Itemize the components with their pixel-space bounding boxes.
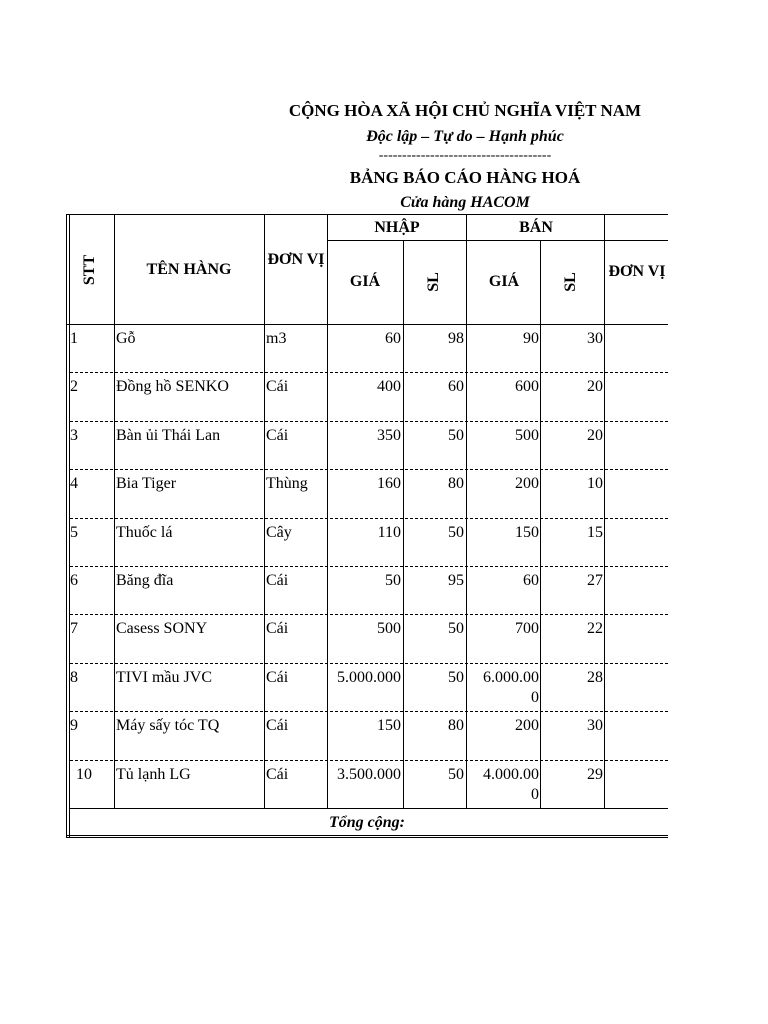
table-border-bottom-inner bbox=[66, 835, 668, 836]
store-name: Cửa hàng HACOM bbox=[400, 194, 530, 211]
cell-stt: 8 bbox=[70, 669, 78, 686]
cell-gia-ban-line2: 0 bbox=[531, 786, 539, 803]
cell-stt: 10 bbox=[76, 766, 92, 783]
column-line bbox=[114, 214, 115, 808]
cell-sl-nhap: 50 bbox=[448, 669, 464, 686]
cell-gia-ban-line1: 4.000.00 bbox=[483, 766, 539, 783]
cell-don-vi: Cái bbox=[266, 766, 289, 783]
row-separator bbox=[70, 614, 668, 615]
cell-gia-nhap: 3.500.000 bbox=[337, 766, 401, 783]
cell-sl-nhap: 80 bbox=[448, 717, 464, 734]
cell-gia-nhap: 400 bbox=[377, 378, 401, 395]
cell-don-vi: Cái bbox=[266, 378, 289, 395]
row-separator bbox=[70, 469, 668, 470]
row-separator bbox=[70, 372, 668, 373]
cell-stt: 5 bbox=[70, 524, 78, 541]
cell-gia-nhap: 500 bbox=[377, 620, 401, 637]
header-gia-nhap: GIÁ bbox=[349, 273, 381, 290]
header-don-vi: ĐƠN VỊ bbox=[267, 251, 325, 268]
header-gia-ban: GIÁ bbox=[488, 273, 520, 290]
header-stt: STT bbox=[81, 254, 98, 286]
cell-sl-nhap: 50 bbox=[448, 620, 464, 637]
cell-stt: 2 bbox=[70, 378, 78, 395]
header-sl-ban: SL bbox=[562, 272, 579, 292]
cell-sl-ban: 27 bbox=[587, 572, 603, 589]
cell-don-vi: Cái bbox=[266, 717, 289, 734]
cell-sl-nhap: 50 bbox=[448, 524, 464, 541]
cell-sl-ban: 22 bbox=[587, 620, 603, 637]
cell-ten-hang: Casess SONY bbox=[116, 620, 208, 637]
cell-don-vi: Cái bbox=[266, 620, 289, 637]
cell-don-vi: Cái bbox=[266, 669, 289, 686]
cell-sl-ban: 10 bbox=[587, 475, 603, 492]
table-border-bottom bbox=[66, 837, 668, 838]
cell-gia-nhap: 50 bbox=[385, 572, 401, 589]
cell-gia-nhap: 160 bbox=[377, 475, 401, 492]
total-row-line bbox=[70, 808, 668, 809]
cell-gia-nhap: 5.000.000 bbox=[337, 669, 401, 686]
header-nhap: NHẬP bbox=[374, 219, 420, 236]
header-ban: BÁN bbox=[519, 219, 553, 236]
cell-ten-hang: Gỗ bbox=[116, 330, 136, 347]
cell-gia-ban-line2: 0 bbox=[531, 689, 539, 706]
cell-ten-hang: Bàn ủi Thái Lan bbox=[116, 427, 221, 444]
row-separator bbox=[70, 421, 668, 422]
cell-sl-nhap: 50 bbox=[448, 766, 464, 783]
motto: Độc lập – Tự do – Hạnh phúc bbox=[366, 128, 564, 145]
cell-sl-nhap: 80 bbox=[448, 475, 464, 492]
cell-gia-ban: 150 bbox=[515, 524, 539, 541]
cell-sl-ban: 29 bbox=[587, 766, 603, 783]
cell-don-vi: Cái bbox=[266, 572, 289, 589]
country-title: CỘNG HÒA XÃ HỘI CHỦ NGHĨA VIỆT NAM bbox=[288, 101, 642, 120]
cell-gia-ban: 200 bbox=[515, 717, 539, 734]
cell-don-vi: Thùng bbox=[266, 475, 308, 492]
cell-gia-ban: 90 bbox=[523, 330, 539, 347]
cell-sl-ban: 30 bbox=[587, 330, 603, 347]
cell-ten-hang: Băng đĩa bbox=[116, 572, 174, 589]
cell-stt: 4 bbox=[70, 475, 78, 492]
row-separator bbox=[70, 663, 668, 664]
cell-sl-ban: 20 bbox=[587, 378, 603, 395]
header-ten-hang: TÊN HÀNG bbox=[146, 261, 232, 278]
report-title: BẢNG BÁO CÁO HÀNG HOÁ bbox=[349, 168, 581, 187]
cell-gia-nhap: 150 bbox=[377, 717, 401, 734]
cell-stt: 3 bbox=[70, 427, 78, 444]
cell-gia-nhap: 110 bbox=[377, 524, 401, 541]
cell-ten-hang: Thuốc lá bbox=[116, 524, 173, 541]
cell-gia-ban: 200 bbox=[515, 475, 539, 492]
column-line bbox=[264, 214, 265, 808]
header-don-vi-2: ĐƠN VỊ bbox=[608, 263, 666, 280]
cell-stt: 6 bbox=[70, 572, 78, 589]
cell-stt: 7 bbox=[70, 620, 78, 637]
cell-sl-nhap: 98 bbox=[448, 330, 464, 347]
row-separator bbox=[70, 566, 668, 567]
divider-line: ------------------------------------- bbox=[378, 148, 552, 163]
goods-report-table bbox=[66, 214, 668, 838]
cell-ten-hang: TIVI mầu JVC bbox=[116, 669, 212, 686]
cell-sl-nhap: 50 bbox=[448, 427, 464, 444]
cell-gia-ban: 60 bbox=[523, 572, 539, 589]
cell-sl-ban: 30 bbox=[587, 717, 603, 734]
cell-gia-nhap: 350 bbox=[377, 427, 401, 444]
cell-don-vi: Cái bbox=[266, 427, 289, 444]
row-separator bbox=[70, 518, 668, 519]
cell-ten-hang: Bia Tiger bbox=[116, 475, 177, 492]
cell-don-vi: m3 bbox=[266, 330, 287, 347]
cell-ten-hang: Đồng hồ SENKO bbox=[116, 378, 229, 395]
column-line bbox=[604, 214, 605, 808]
subheader-line bbox=[604, 240, 668, 241]
row-separator bbox=[70, 760, 668, 761]
table-border-top bbox=[66, 214, 668, 215]
table-border-left bbox=[66, 214, 67, 838]
cell-gia-ban: 500 bbox=[515, 427, 539, 444]
cell-sl-nhap: 95 bbox=[448, 572, 464, 589]
cell-sl-ban: 15 bbox=[587, 524, 603, 541]
cell-ten-hang: Máy sấy tóc TQ bbox=[116, 717, 220, 734]
cell-ten-hang: Tủ lạnh LG bbox=[116, 766, 191, 783]
total-label: Tổng cộng: bbox=[329, 814, 405, 831]
cell-stt: 9 bbox=[70, 717, 78, 734]
header-sl-nhap: SL bbox=[425, 272, 442, 292]
cell-sl-nhap: 60 bbox=[448, 378, 464, 395]
row-separator bbox=[70, 711, 668, 712]
cell-don-vi: Cây bbox=[266, 524, 292, 541]
header-bottom-line bbox=[66, 324, 668, 325]
cell-gia-ban: 700 bbox=[515, 620, 539, 637]
cell-sl-ban: 28 bbox=[587, 669, 603, 686]
cell-gia-ban: 600 bbox=[515, 378, 539, 395]
cell-gia-nhap: 60 bbox=[385, 330, 401, 347]
cell-stt: 1 bbox=[70, 330, 78, 347]
cell-gia-ban-line1: 6.000.00 bbox=[483, 669, 539, 686]
cell-sl-ban: 20 bbox=[587, 427, 603, 444]
